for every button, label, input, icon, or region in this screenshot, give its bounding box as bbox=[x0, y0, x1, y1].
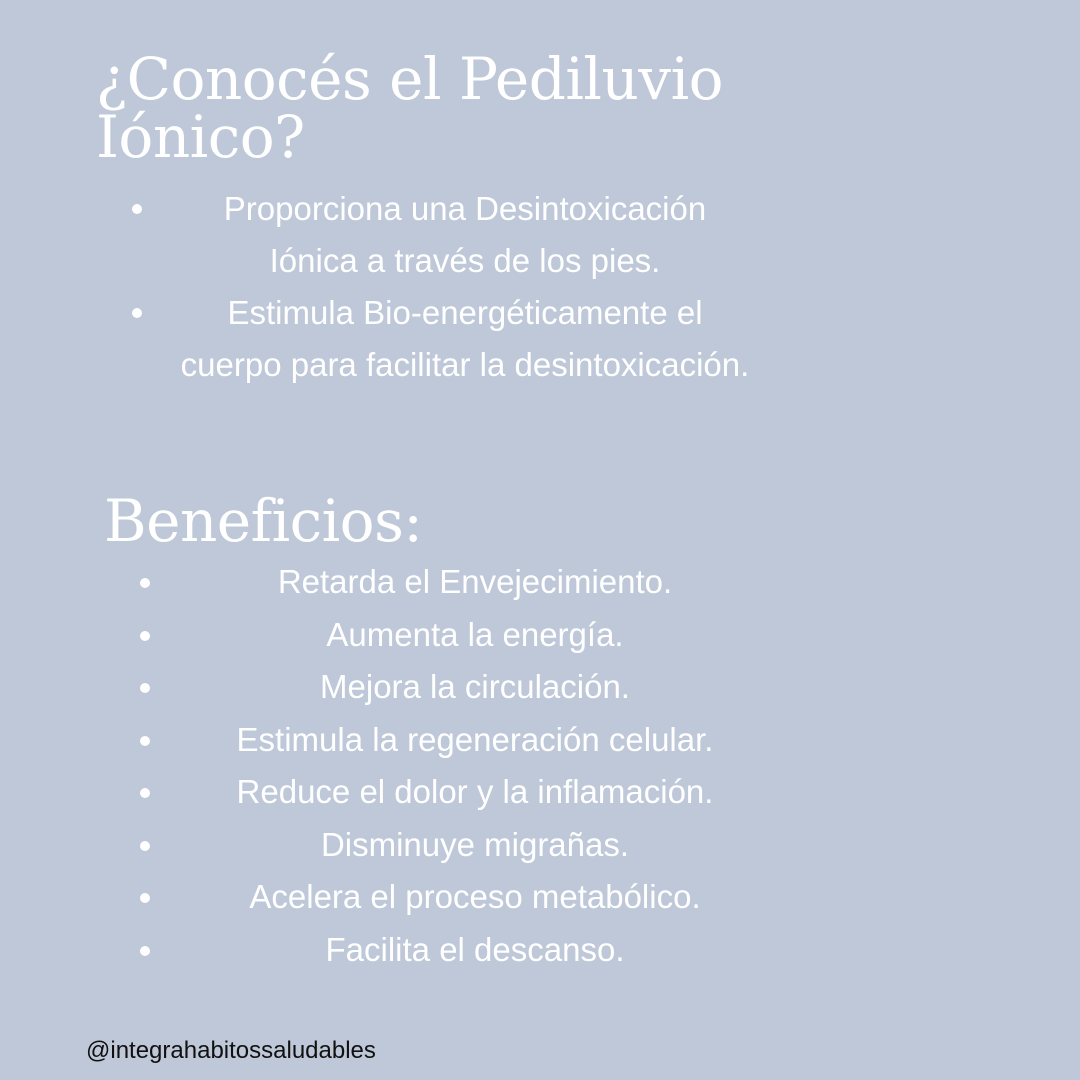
benefit-item bbox=[120, 556, 820, 609]
bullet-icon bbox=[140, 631, 150, 641]
page-title: ¿Conocés el Pediluvio Iónico? bbox=[96, 45, 724, 171]
bullet-icon bbox=[140, 578, 150, 588]
benefit-item bbox=[120, 766, 820, 819]
benefit-item bbox=[120, 819, 820, 872]
intro-item-text: Estimula Bio-energéticamente el cuerpo para facilitar la desintoxicación. bbox=[180, 294, 750, 383]
benefit-text: Mejora la circulación. bbox=[320, 668, 630, 705]
benefit-item bbox=[120, 661, 820, 714]
benefit-text: Estimula la regeneración celular. bbox=[236, 720, 714, 758]
benefit-text: Disminuye migrañas. bbox=[320, 825, 630, 863]
intro-item-text: Proporciona una Desintoxicación Iónica a través de los pies. bbox=[223, 190, 707, 279]
intro-list bbox=[120, 183, 820, 391]
social-handle: @integrahabitossaludables bbox=[86, 1037, 376, 1064]
bullet-icon bbox=[140, 841, 150, 851]
bullet-icon bbox=[132, 308, 142, 318]
benefit-text: Retarda el Envejecimiento. bbox=[277, 563, 673, 600]
bullet-icon bbox=[140, 893, 150, 903]
bullet-icon bbox=[140, 736, 150, 746]
benefit-text: Facilita el descanso. bbox=[325, 930, 625, 968]
bullet-icon bbox=[140, 683, 150, 693]
benefit-item bbox=[120, 871, 820, 924]
intro-item bbox=[120, 287, 820, 391]
benefit-item bbox=[120, 714, 820, 767]
benefits-list bbox=[120, 556, 820, 976]
bullet-icon bbox=[140, 788, 150, 798]
benefit-item bbox=[120, 924, 820, 977]
bullet-icon bbox=[140, 946, 150, 956]
intro-item bbox=[120, 183, 820, 287]
benefit-text: Reduce el dolor y la inflamación. bbox=[236, 773, 714, 810]
benefits-heading: Beneficios: bbox=[104, 487, 423, 555]
benefit-item bbox=[120, 609, 820, 662]
benefit-text: Aumenta la energía. bbox=[326, 615, 624, 653]
benefit-text: Acelera el proceso metabólico. bbox=[249, 878, 701, 915]
bullet-icon bbox=[132, 204, 142, 214]
